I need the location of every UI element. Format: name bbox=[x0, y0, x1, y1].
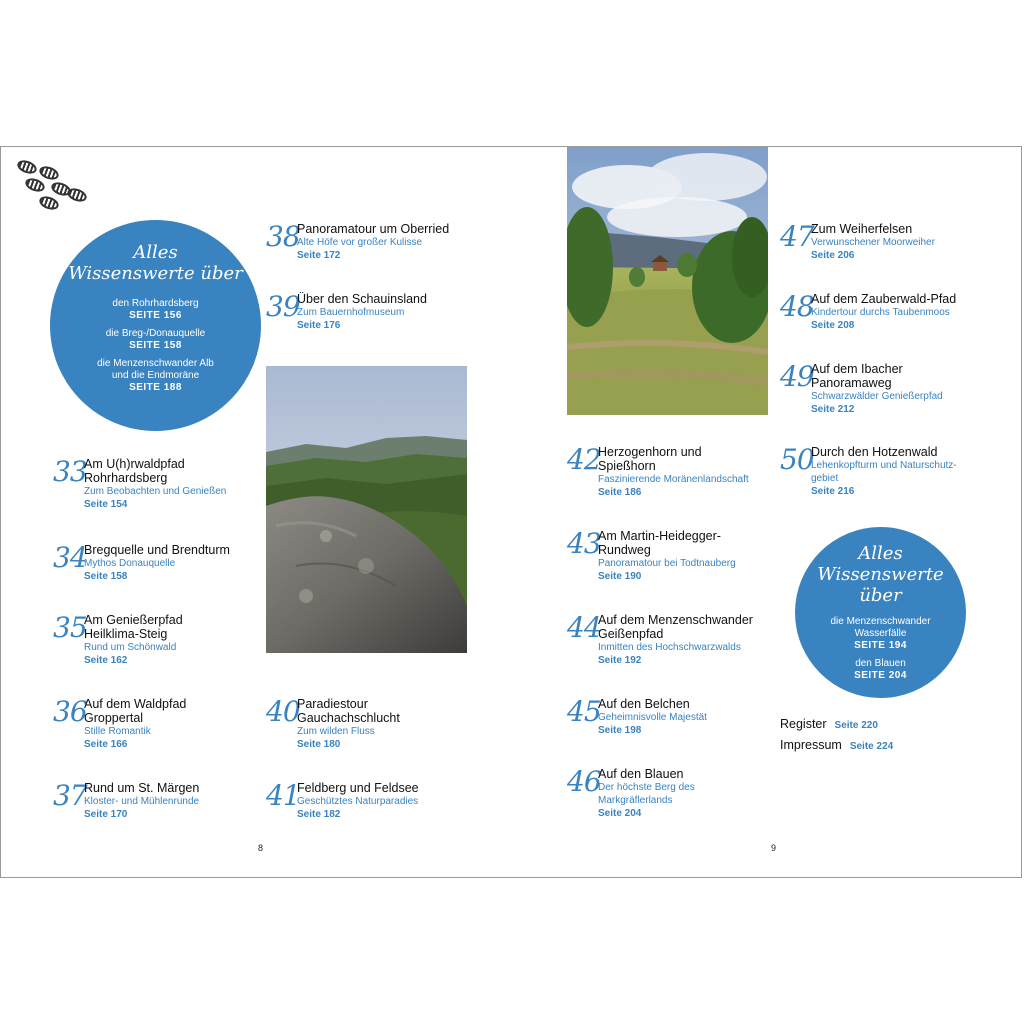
tour-subtitle: Kindertour durchs Taubenmoos bbox=[811, 307, 950, 318]
tour-subtitle: Geheimnisvolle Majestät bbox=[598, 712, 707, 723]
register-label: Register bbox=[780, 717, 827, 731]
tour-subtitle: Kloster- und Mühlenrunde bbox=[84, 796, 200, 807]
tour-subtitle: Lehenkopfturm und Naturschutz- bbox=[811, 460, 957, 471]
tour-subtitle: Markgräflerlands bbox=[598, 795, 673, 806]
circle-heading: Alles bbox=[858, 543, 903, 564]
tour-title: Feldberg und Feldsee bbox=[297, 781, 419, 795]
tour-number: 47 bbox=[780, 220, 814, 253]
tour-page[interactable]: Seite 192 bbox=[598, 655, 642, 666]
tour-title: Auf dem Menzenschwander bbox=[598, 613, 753, 627]
tour-number: 40 bbox=[266, 695, 300, 728]
tour-subtitle: Mythos Donauquelle bbox=[84, 558, 176, 569]
tour-page[interactable]: Seite 182 bbox=[297, 809, 341, 820]
circle-item-page[interactable]: SEITE 158 bbox=[129, 340, 182, 351]
tour-page[interactable]: Seite 216 bbox=[811, 486, 855, 497]
tour-page[interactable]: Seite 162 bbox=[84, 655, 128, 666]
tour-page[interactable]: Seite 170 bbox=[84, 809, 128, 820]
tour-title: Über den Schauinsland bbox=[297, 292, 427, 306]
circle-item-page[interactable]: SEITE 194 bbox=[854, 640, 907, 651]
circle-heading: Wissenswerte über bbox=[68, 263, 243, 284]
tour-number: 39 bbox=[266, 290, 300, 323]
tour-page[interactable]: Seite 166 bbox=[84, 739, 128, 750]
tour-page[interactable]: Seite 198 bbox=[598, 725, 642, 736]
circle-item-text: und die Endmoräne bbox=[111, 370, 200, 381]
tour-subtitle: Stille Romantik bbox=[84, 726, 151, 737]
tour-number: 36 bbox=[53, 695, 87, 728]
tour-number: 44 bbox=[567, 611, 601, 644]
tour-number: 49 bbox=[780, 360, 814, 393]
circle-item-text: den Rohrhardsberg bbox=[112, 298, 199, 309]
tour-subtitle: Verwunschener Moorweiher bbox=[811, 237, 935, 248]
footprints-icon bbox=[1, 147, 101, 217]
tour-title: Panoramaweg bbox=[811, 376, 892, 390]
tour-subtitle: Zum wilden Fluss bbox=[297, 726, 375, 737]
tour-subtitle: Der höchste Berg des bbox=[598, 782, 695, 793]
page-number-left: 8 bbox=[258, 843, 264, 853]
register-page[interactable]: Seite 220 bbox=[834, 720, 878, 731]
tour-page[interactable]: Seite 190 bbox=[598, 571, 642, 582]
tour-page[interactable]: Seite 154 bbox=[84, 499, 128, 510]
circle-item-text: die Menzenschwander Alb bbox=[97, 358, 214, 369]
tour-page[interactable]: Seite 180 bbox=[297, 739, 341, 750]
info-circle-left bbox=[50, 220, 261, 431]
tour-page[interactable]: Seite 204 bbox=[598, 808, 642, 819]
tour-page[interactable]: Seite 206 bbox=[811, 250, 855, 261]
tour-number: 43 bbox=[567, 527, 601, 560]
tour-title: Heilklima-Steig bbox=[84, 627, 168, 641]
tour-number: 50 bbox=[780, 443, 814, 476]
tour-number: 41 bbox=[266, 779, 300, 812]
circle-item-page[interactable]: SEITE 204 bbox=[854, 670, 907, 681]
circle-heading: Wissenswerte über bbox=[817, 564, 944, 606]
tour-title: Paradiestour bbox=[297, 697, 368, 711]
tour-page[interactable]: Seite 186 bbox=[598, 487, 642, 498]
tour-subtitle: Panoramatour bei Todtnauberg bbox=[598, 558, 736, 569]
tour-title: Am Martin-Heidegger- bbox=[598, 529, 721, 543]
tour-number: 42 bbox=[567, 443, 601, 476]
tour-number: 37 bbox=[53, 779, 87, 812]
tour-title: Am Genießerpfad bbox=[84, 613, 183, 627]
tour-number: 33 bbox=[53, 455, 87, 488]
impressum-entry[interactable] bbox=[780, 738, 893, 752]
tour-number: 35 bbox=[53, 611, 87, 644]
tour-page[interactable]: Seite 158 bbox=[84, 571, 128, 582]
circle-heading: Alles bbox=[133, 242, 178, 263]
tour-title: Auf dem Zauberwald-Pfad bbox=[811, 292, 957, 306]
book-spread bbox=[0, 146, 1022, 878]
impressum-page[interactable]: Seite 224 bbox=[849, 741, 894, 752]
page-number-right: 9 bbox=[771, 843, 777, 853]
tour-page[interactable]: Seite 212 bbox=[811, 404, 855, 415]
tour-title: Spießhorn bbox=[598, 459, 656, 473]
tour-subtitle: Alte Höfe vor großer Kulisse bbox=[297, 237, 423, 248]
tour-title: Bregquelle und Brendturm bbox=[84, 543, 230, 557]
circle-item-page[interactable]: SEITE 188 bbox=[129, 382, 182, 393]
tour-subtitle: Zum Bauernhofmuseum bbox=[297, 307, 405, 318]
register-entry[interactable] bbox=[780, 717, 878, 731]
tour-title: Geißenpfad bbox=[598, 627, 664, 641]
tour-title: Auf dem Ibacher bbox=[811, 362, 903, 376]
tour-number: 45 bbox=[567, 695, 601, 728]
tour-page[interactable]: Seite 172 bbox=[297, 250, 341, 261]
tour-subtitle: Schwarzwälder Genießerpfad bbox=[811, 391, 943, 402]
circle-item-text: Wasserfälle bbox=[854, 628, 907, 639]
tour-title: Zum Weiherfelsen bbox=[811, 222, 913, 236]
tour-title: Panoramatour um Oberried bbox=[297, 222, 450, 236]
circle-item-text: die Breg-/Donauquelle bbox=[105, 328, 206, 339]
tour-number: 34 bbox=[53, 541, 87, 574]
tour-page[interactable]: Seite 176 bbox=[297, 320, 341, 331]
tour-title: Durch den Hotzenwald bbox=[811, 445, 938, 459]
tour-subtitle: Rund um Schönwald bbox=[84, 642, 177, 653]
tour-subtitle: Faszinierende Moränenlandschaft bbox=[598, 474, 749, 485]
circle-item-text: die Menzenschwander bbox=[830, 616, 931, 627]
impressum-label: Impressum bbox=[780, 738, 842, 752]
tour-page[interactable]: Seite 208 bbox=[811, 320, 855, 331]
tour-number: 46 bbox=[567, 765, 601, 798]
tour-subtitle: Zum Beobachten und Genießen bbox=[84, 486, 227, 497]
tour-title: Rundweg bbox=[598, 543, 651, 557]
tour-title: Auf den Belchen bbox=[598, 697, 690, 711]
tour-title: Auf dem Waldpfad bbox=[84, 697, 187, 711]
tour-title: Auf den Blauen bbox=[598, 767, 684, 781]
photo-rock-valley bbox=[266, 366, 467, 653]
tour-title: Rohrhardsberg bbox=[84, 471, 168, 485]
tour-title: Rund um St. Märgen bbox=[84, 781, 200, 795]
tour-title: Gauchachschlucht bbox=[297, 711, 400, 725]
tour-subtitle: Inmitten des Hochschwarzwalds bbox=[598, 642, 741, 653]
circle-item-text: den Blauen bbox=[855, 658, 906, 669]
tour-number: 48 bbox=[780, 290, 814, 323]
tour-subtitle: gebiet bbox=[811, 473, 839, 484]
tour-title: Am U(h)rwaldpfad bbox=[84, 457, 185, 471]
info-circle-right bbox=[795, 527, 966, 698]
tour-number: 38 bbox=[266, 220, 300, 253]
tour-title: Herzogenhorn und bbox=[598, 445, 702, 459]
photo-meadow bbox=[567, 147, 768, 415]
circle-item-page[interactable]: SEITE 156 bbox=[129, 310, 182, 321]
tour-subtitle: Geschütztes Naturparadies bbox=[297, 796, 419, 807]
tour-title: Groppertal bbox=[84, 711, 144, 725]
